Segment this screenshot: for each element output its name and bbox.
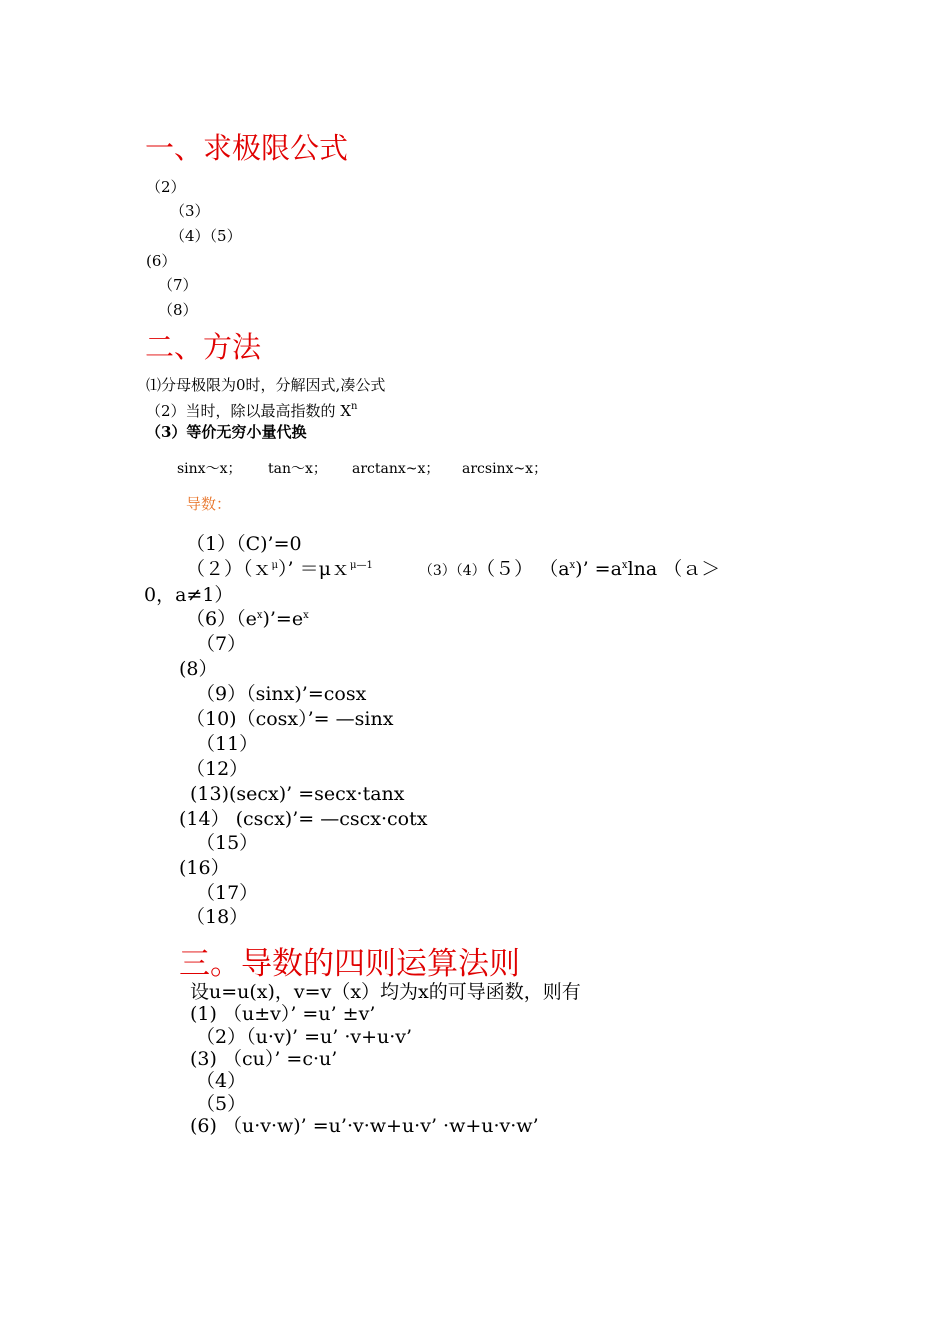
derivative-2-line (186, 560, 720, 579)
section1-title: 一、求极限公式 (145, 131, 349, 165)
rule-3: (3) （cu）’ =c·u’ (190, 1048, 338, 1070)
derivative-9: （9）（sinx)’=cosx (196, 683, 367, 705)
section3-title: 三。导数的四则运算法则 (179, 946, 520, 982)
limit-formula-6: (6） (146, 252, 177, 270)
derivative-14: (14） (cscx)’= —cscx·cotx (179, 808, 428, 830)
limit-formula-2: （2） (146, 178, 186, 196)
derivative-5-b: )’ =a (575, 558, 622, 580)
method-2-exponent: n (351, 401, 358, 412)
derivative-11: （11） (196, 733, 259, 755)
derivative-17: （17） (196, 882, 259, 904)
rule-4: （4） (196, 1070, 247, 1092)
derivative-2-a-exponent: μ (271, 560, 279, 571)
limit-formula-3: （3） (170, 202, 210, 220)
derivative-16: (16） (179, 857, 230, 879)
limit-formula-7: （7） (158, 276, 198, 294)
derivative-3-4: （3）（4） (418, 563, 486, 579)
derivative-5-condition: 0，a≠1） (144, 584, 234, 606)
derivative-5-b-exponent: x (621, 560, 628, 571)
equivalent-arctanx: arctanx~x； (352, 461, 440, 477)
limit-formula-8: （8） (158, 301, 198, 319)
derivative-1: （1）（C)’=0 (186, 533, 302, 555)
derivative-6-a: （6）（e (186, 608, 257, 630)
rule-6: (6) （u·v·w)’ =u’·v·w+u·v’ ·w+u·v·w’ (190, 1115, 539, 1137)
derivative-6-b-exponent: x (303, 610, 309, 621)
derivative-5-a-exponent: x (569, 560, 576, 571)
derivative-label: 导数： (186, 495, 232, 513)
derivative-2-b: ）’ ＝μｘ (278, 558, 350, 580)
method-2 (146, 401, 358, 420)
derivative-6-line (186, 610, 309, 629)
equivalent-tan: tan～x； (268, 461, 327, 477)
equivalent-sinx: sinx～x； (177, 461, 242, 477)
rule-2: （2）（u·v)’ =u’ ·v+u·v’ (196, 1026, 413, 1048)
derivative-2-a: （２）（ｘ (186, 558, 272, 580)
derivative-12: （12） (186, 758, 249, 780)
derivative-8: (8） (179, 658, 218, 680)
derivative-15: （15） (196, 832, 259, 854)
limit-formula-4-5: （4）（5） (170, 227, 242, 245)
method-3: （3）等价无穷小量代换 (146, 423, 307, 441)
derivative-7: （7） (196, 633, 247, 655)
equivalent-arcsinx: arcsinx~x； (462, 461, 548, 477)
derivative-5-c: lna （ａ＞ (627, 558, 721, 580)
rule-5: （5） (196, 1093, 247, 1115)
method-1: ⑴分母极限为0时，分解因式,凑公式 (146, 376, 386, 394)
derivative-13: (13)(secx)’ =secx·tanx (190, 783, 405, 805)
derivative-2-b-exponent: μ—1 (349, 560, 373, 571)
derivative-18: （18） (186, 906, 249, 928)
section2-title: 二、方法 (145, 330, 262, 364)
derivative-10: （10)（cosx）’= —sinx (186, 708, 394, 730)
rule-1: (1) （u±v）’ =u’ ±v’ (190, 1003, 376, 1025)
derivative-6-b: )’=e (262, 608, 304, 630)
rules-intro: 设u=u(x)，v=v（x）均为x的可导函数，则有 (190, 981, 581, 1003)
method-2-text: （2）当时，除以最高指数的 X (146, 402, 351, 420)
derivative-5-a: （５） （a (485, 558, 570, 580)
derivative-6-a-exponent: x (256, 610, 263, 621)
